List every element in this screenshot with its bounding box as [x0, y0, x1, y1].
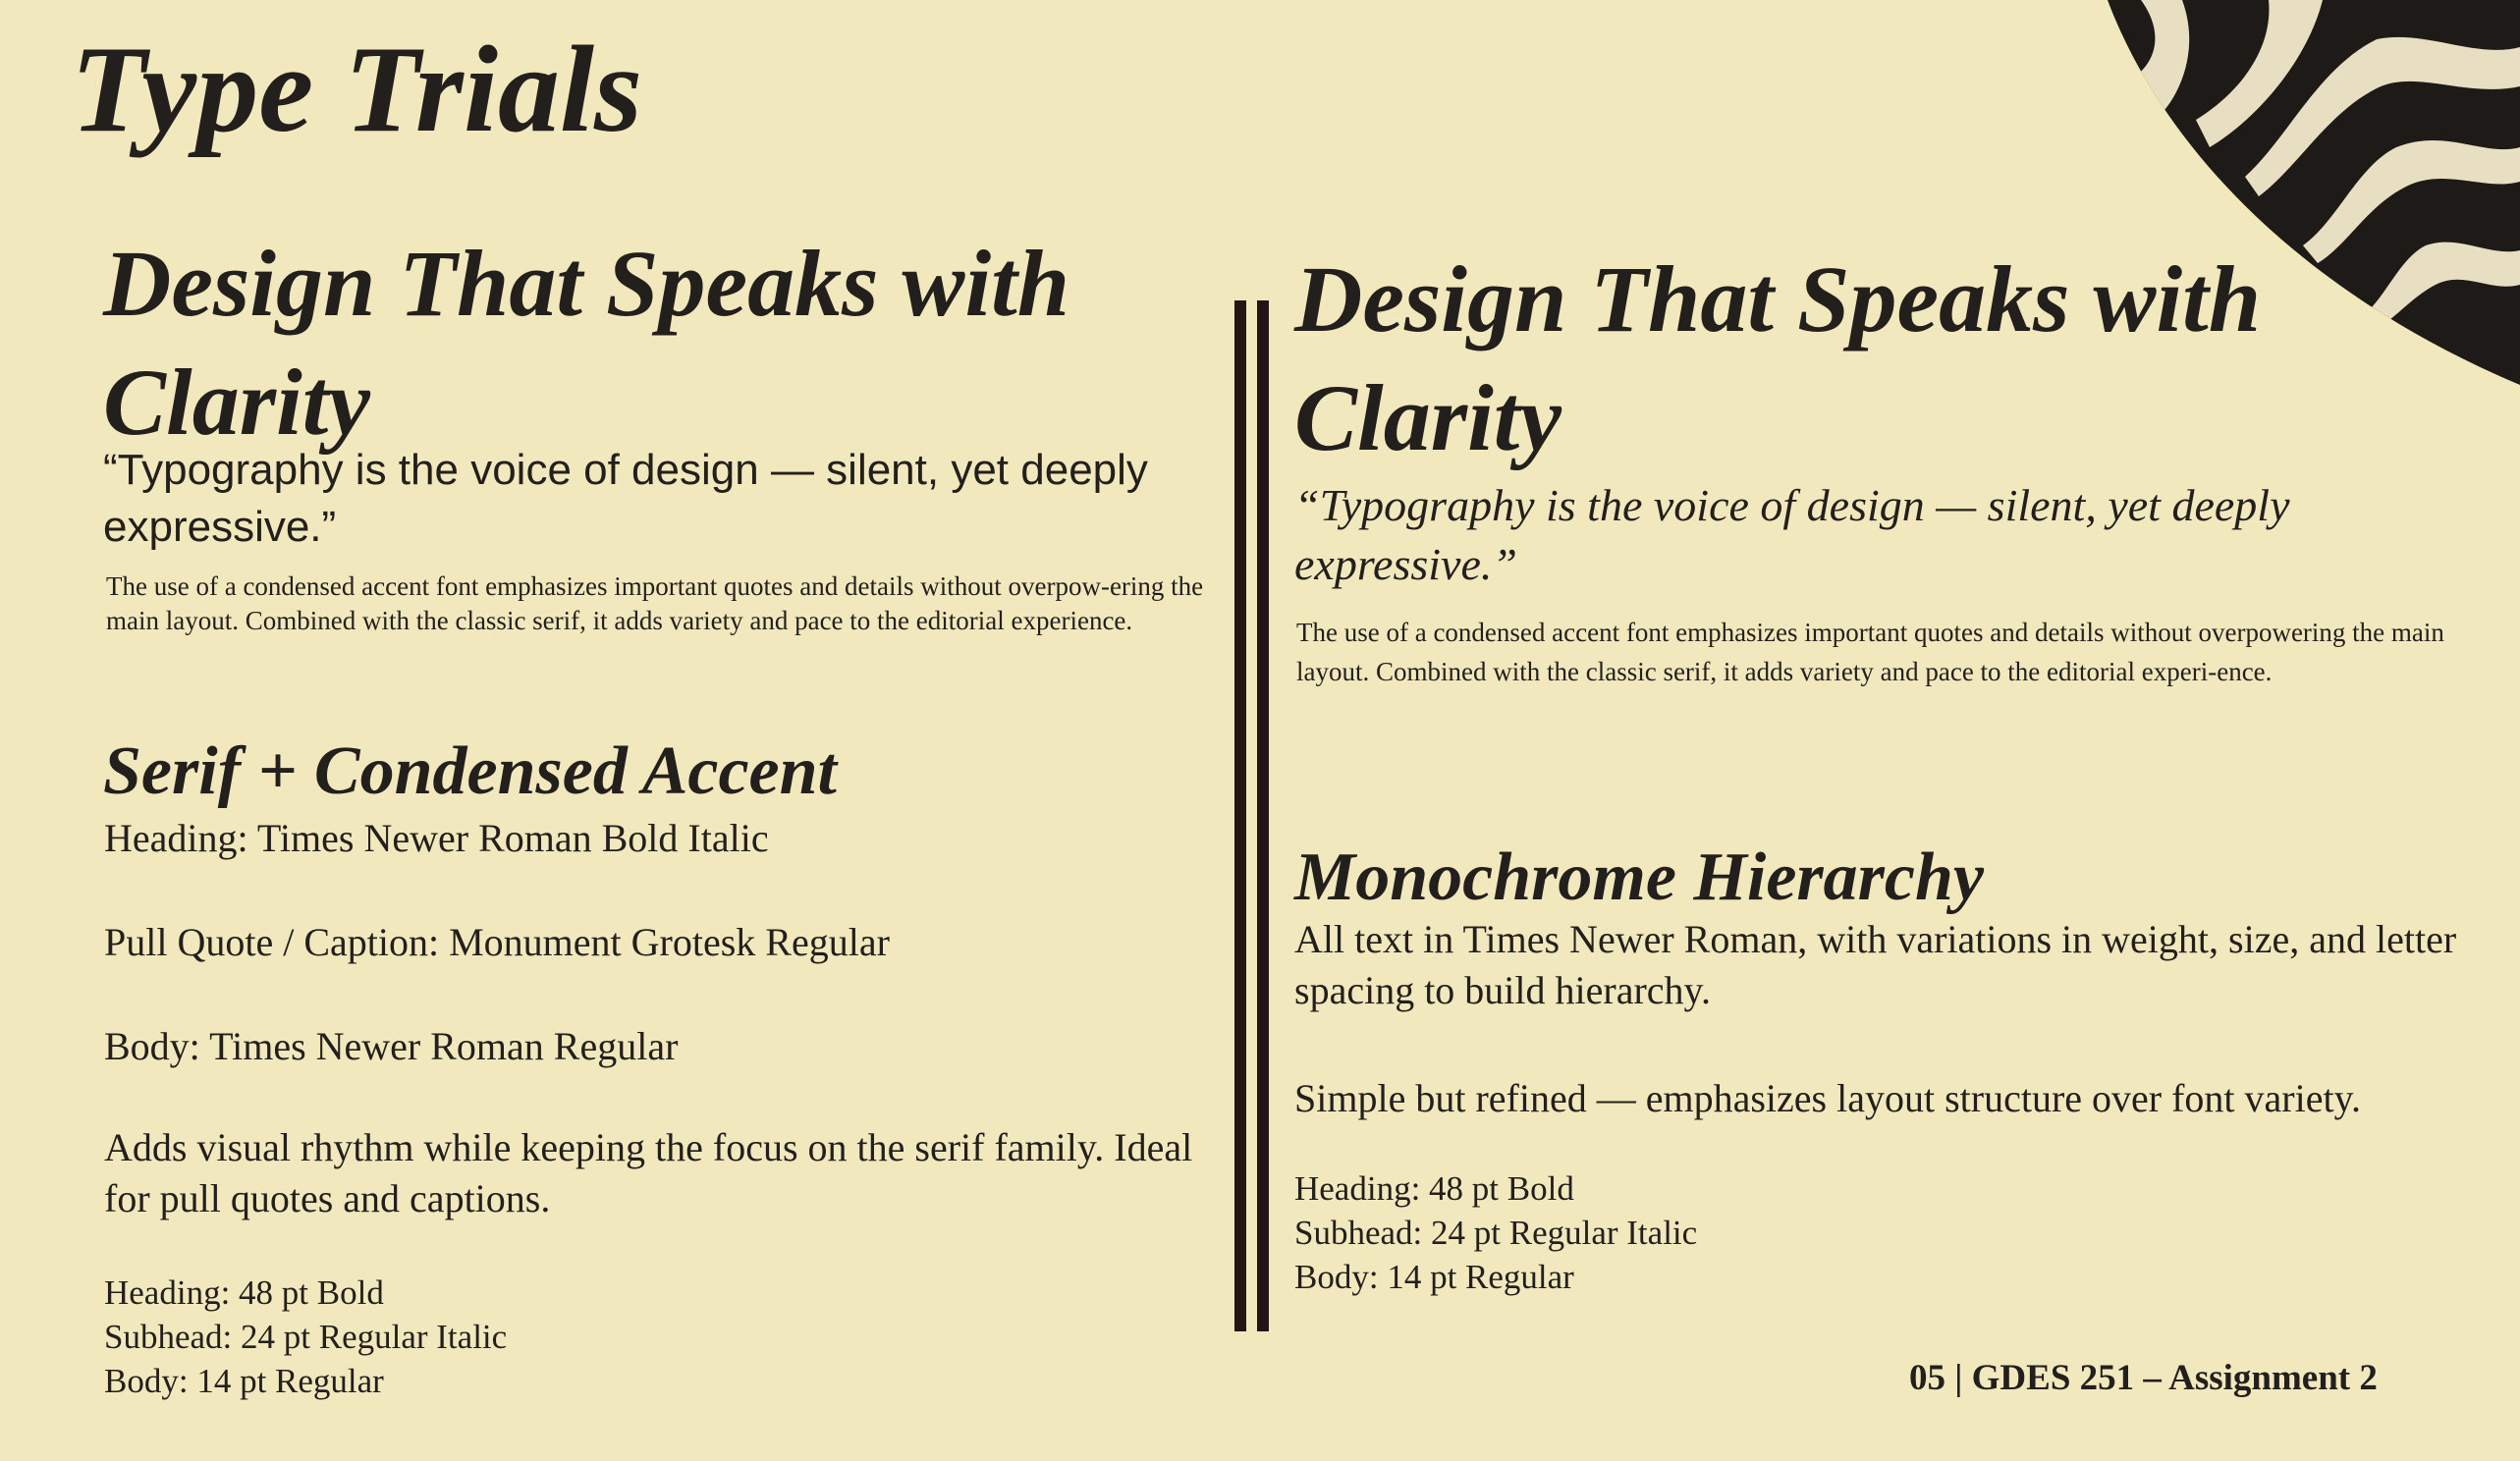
left-font-body: Body: Times Newer Roman Regular: [104, 1024, 679, 1068]
right-spec-subhead: Subhead: 24 pt Regular Italic: [1294, 1214, 1698, 1252]
page-title: Type Trials: [71, 22, 643, 158]
left-font-pull-quote: Pull Quote / Caption: Monument Grotesk Regular: [104, 920, 890, 964]
right-pull-quote: “Typography is the voice of design — silent, yet deeply expressive.”: [1294, 480, 2290, 589]
column-divider-left-rule: [1234, 300, 1246, 1331]
left-spec-list: [104, 1271, 507, 1403]
left-description: Adds visual rhythm while keeping the focus on the serif family. Ideal for pull quotes and captions.: [104, 1125, 1193, 1220]
right-spec-heading: Heading: 48 pt Bold: [1294, 1169, 1574, 1208]
column-divider-right-rule: [1257, 300, 1269, 1331]
left-spec-subhead: Subhead: 24 pt Regular Italic: [104, 1318, 508, 1356]
right-spec-list: [1294, 1166, 1697, 1299]
left-spec-body: Body: 14 pt Regular: [104, 1362, 384, 1400]
left-spec-heading: Heading: 48 pt Bold: [104, 1273, 384, 1312]
left-font-list: [104, 812, 1224, 1124]
left-subhead: Serif + Condensed Accent: [103, 733, 837, 809]
right-body-text: The use of a condensed accent font emphasizes important quotes and details without overpowering the main layout. Combined with the classic serif, it adds variety and pace to the editorial experi-ence.: [1296, 618, 2444, 686]
left-body-text: The use of a condensed accent font emphasizes important quotes and details without overpow-ering the main layout. Combined with the classic serif, it adds variety and pace to the editorial experience.: [106, 571, 1204, 635]
left-heading: Design That Speaks with Clarity: [103, 231, 1070, 455]
page-footer: 05 | GDES 251 – Assignment 2: [1909, 1358, 2378, 1398]
right-description: All text in Times Newer Roman, with variations in weight, size, and letter spacing to build hierarchy.: [1294, 917, 2457, 1012]
right-heading: Design That Speaks with Clarity: [1294, 246, 2262, 470]
right-description-secondary: Simple but refined — emphasizes layout structure over font variety.: [1294, 1076, 2361, 1120]
left-pull-quote: “Typography is the voice of design — silent, yet deeply expressive.”: [103, 446, 1148, 551]
right-spec-body: Body: 14 pt Regular: [1294, 1258, 1574, 1296]
left-font-heading: Heading: Times Newer Roman Bold Italic: [104, 816, 769, 860]
right-subhead: Monochrome Hierarchy: [1294, 839, 1984, 915]
